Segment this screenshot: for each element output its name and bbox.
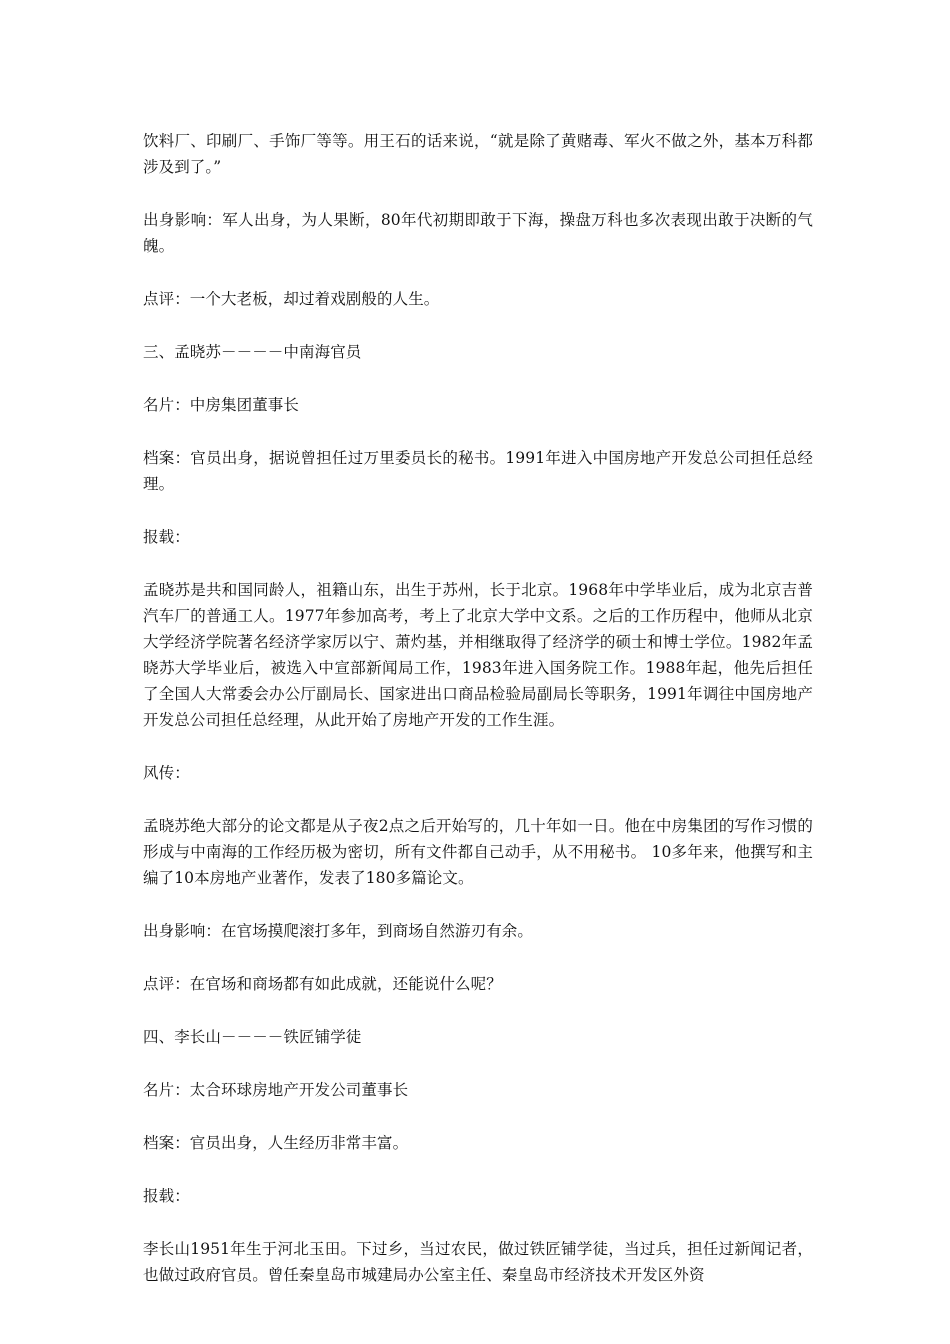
paragraph-meng-profile: 档案：官员出身，据说曾担任过万里委员长的秘书。1991年进入中国房地产开发总公司担任总经理。 [143, 449, 813, 493]
paragraph-meng-rumor: 孟晓苏绝大部分的论文都是从子夜2点之后开始写的，几十年如一日。他在中房集团的写作习惯的形成与中南海的工作经历极为密切，所有文件都自己动手，从不用秘书。 10多年来，他撰写和主编了10本房地产业著作，发表了180多篇论文。 [143, 817, 813, 887]
paragraph-li-card: 名片：太合环球房地产开发公司董事长 [143, 1081, 409, 1099]
paragraph-wanke-scope: 饮料厂、印刷厂、手饰厂等等。用王石的话来说，“就是除了黄赌毒、军火不做之外，基本万科都涉及到了。” [143, 132, 813, 176]
section-heading-li-changshan: 四、李长山－－－－铁匠铺学徒 [143, 1028, 362, 1046]
paragraph-wangshi-comment: 点评：一个大老板，却过着戏剧般的人生。 [143, 290, 440, 308]
paragraph-li-report-label: 报载： [143, 1187, 190, 1205]
paragraph-li-biography: 李长山1951年生于河北玉田。下过乡，当过农民，做过铁匠铺学徒，当过兵，担任过新闻记者，也做过政府官员。曾任秦皇岛市城建局办公室主任、秦皇岛市经济技术开发区外资 [143, 1240, 813, 1284]
paragraph-meng-comment: 点评：在官场和商场都有如此成就，还能说什么呢？ [143, 975, 502, 993]
paragraph-wangshi-background-impact: 出身影响：军人出身，为人果断，80年代初期即敢于下海，操盘万科也多次表现出敢于决断的气魄。 [143, 211, 813, 255]
paragraph-li-profile: 档案：官员出身，人生经历非常丰富。 [143, 1134, 409, 1152]
paragraph-meng-rumor-label: 风传： [143, 764, 190, 782]
paragraph-meng-report-label: 报载： [143, 528, 190, 546]
paragraph-meng-card: 名片：中房集团董事长 [143, 396, 300, 414]
section-heading-meng-xiaosu: 三、孟晓苏－－－－中南海官员 [143, 343, 362, 361]
paragraph-meng-background-impact: 出身影响：在官场摸爬滚打多年，到商场自然游刃有余。 [143, 922, 534, 940]
document-page [143, 128, 813, 1315]
paragraph-meng-biography: 孟晓苏是共和国同龄人，祖籍山东，出生于苏州，长于北京。1968年中学毕业后，成为北京吉普汽车厂的普通工人。1977年参加高考，考上了北京大学中文系。之后的工作历程中，他师从北京大学经济学院著名经济学家厉以宁、萧灼基，并相继取得了经济学的硕士和博士学位。1982年孟晓苏大学毕业后，被选入中宣部新闻局工作，1983年进入国务院工作。1988年起，他先后担任了全国人大常委会办公厅副局长、国家进出口商品检验局副局长等职务，1991年调往中国房地产开发总公司担任总经理，从此开始了房地产开发的工作生涯。 [143, 581, 813, 729]
